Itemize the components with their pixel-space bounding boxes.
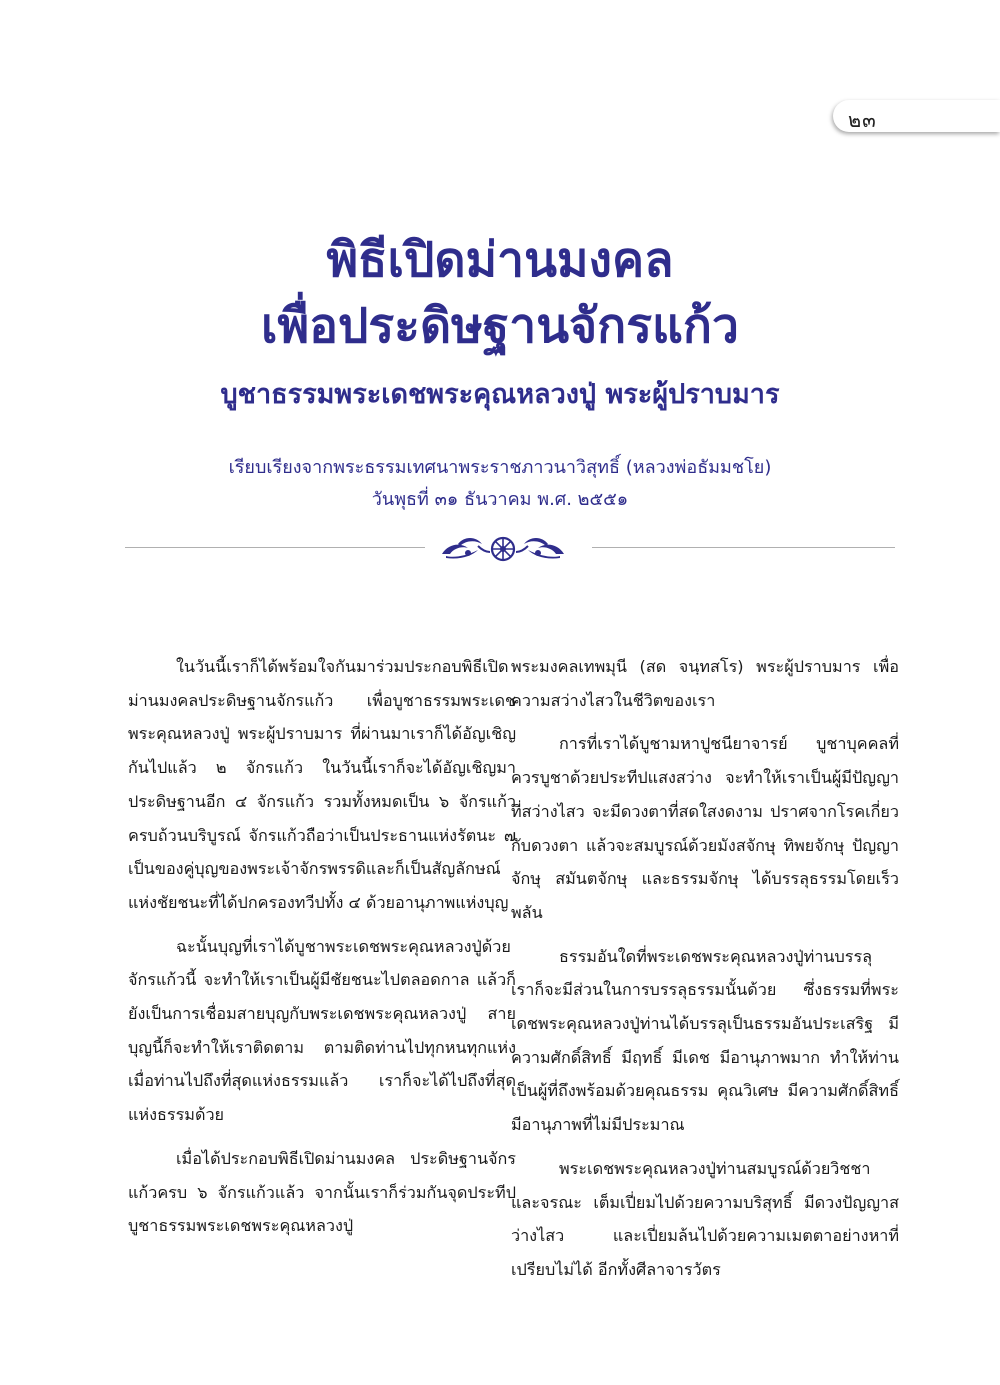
subtitle: บูชาธรรมพระเดชพระคุณหลวงปู่ พระผู้ปราบมาร — [220, 379, 780, 410]
left-paragraph-2: ฉะนั้นบุญที่เราได้บูชาพระเดชพระคุณหลวงปู่ด้วยจักรแก้วนี้ จะทำให้เราเป็นผู้มีชัยชนะไปตลอดกาล แล้วก็ยังเป็นการเชื่อมสายบุญกับพระเดชพระคุณหลวงปู่ สายบุญนี้ก็จะทำให้เราติดตาม ตามติดท่านไปทุกหนทุกแห่ง เมื่อท่านไปถึงที่สุดแห่งธรรมแล้ว เราก็จะได้ไปถึงที่สุดแห่งธรรมด้วย — [128, 936, 516, 1125]
left-paragraph-3: เมื่อได้ประกอบพิธีเปิดม่านมงคล ประดิษฐานจักรแก้วครบ ๖ จักรแก้วแล้ว จากนั้นเราก็ร่วมกันจุดประทีปบูชาธรรมพระเดชพระคุณหลวงปู่ — [128, 1148, 516, 1236]
title-line-2: เพื่อประดิษฐานจักรแก้ว — [261, 298, 739, 354]
page-number: ๒๓ — [848, 108, 877, 132]
right-paragraph-continuation: พระมงคลเทพมุนี (สด จนฺทสโร) พระผู้ปราบมาร เพื่อความสว่างไสวในชีวิตของเรา — [511, 657, 899, 710]
right-column — [511, 650, 899, 1297]
right-paragraph-3: พระเดชพระคุณหลวงปู่ท่านสมบูรณ์ด้วยวิชชาและจรณะ เต็มเปี่ยมไปด้วยความบริสุทธิ์ มีดวงปัญญาสว่างไสว และเปี่ยมล้นไปด้วยความเมตตาอย่างหาที่เปรียบไม่ได้ อีกทั้งศีลาจารวัตร — [511, 1158, 899, 1279]
source-line: เรียบเรียงจากพระธรรมเทศนาพระราชภาวนาวิสุทธิ์ (หลวงพ่อธัมมชโย) — [228, 457, 772, 478]
right-paragraph-2: ธรรมอันใดที่พระเดชพระคุณหลวงปู่ท่านบรรลุ เราก็จะมีส่วนในการบรรลุธรรมนั้นด้วย ซึ่งธรรมที่พระเดชพระคุณหลวงปู่ท่านได้บรรลุเป็นธรรมอันประเสริฐ มีความศักดิ์สิทธิ์ มีฤทธิ์ มีเดช มีอานุภาพมาก ทำให้ท่านเป็นผู้ที่ถึงพร้อมด้วยคุณธรรม คุณวิเศษ มีความศักดิ์สิทธิ์ มีอานุภาพที่ไม่มีประมาณ — [511, 946, 899, 1135]
left-paragraph-1: ในวันนี้เราก็ได้พร้อมใจกันมาร่วมประกอบพิธีเปิดม่านมงคลประดิษฐานจักรแก้ว เพื่อบูชาธรรมพระเดชพระคุณหลวงปู่ พระผู้ปราบมาร ที่ผ่านมาเราก็ได้อัญเชิญกันไปแล้ว ๒ จักรแก้ว ในวันนี้เราก็จะได้อัญเชิญมาประดิษฐานอีก ๔ จักรแก้ว รวมทั้งหมดเป็น ๖ จักรแก้ว ครบถ้วนบริบูรณ์ จักรแก้วถือว่าเป็นประธานแห่งรัตนะ ๗ เป็นของคู่บุญของพระเจ้าจักรพรรดิและก็เป็นสัญลักษณ์แห่งชัยชนะที่ได้ปกครองทวีปทั้ง ๔ ด้วยอานุภาพแห่งบุญ — [128, 657, 516, 912]
right-paragraph-1: การที่เราได้บูชามหาปูชนียาจารย์ บูชาบุคคลที่ควรบูชาด้วยประทีปแสงสว่าง จะทำให้เราเป็นผู้มีปัญญาที่สว่างไสว จะมีดวงตาที่สดใสงดงาม ปราศจากโรคเกี่ยวกับดวงตา แล้วจะสมบูรณ์ด้วยมังสจักษุ ทิพยจักษุ ปัญญาจักษุ สมันตจักษุ และธรรมจักษุ ได้บรรลุธรรมโดยเร็วพลัน — [511, 734, 899, 922]
dharma-wheel-ornament-icon — [438, 530, 568, 564]
date-line: วันพุธที่ ๓๑ ธันวาคม พ.ศ. ๒๕๕๑ — [371, 489, 629, 510]
left-column — [128, 650, 516, 1253]
divider-left — [125, 547, 425, 548]
title-line-1: พิธีเปิดม่านมงคล — [326, 232, 674, 288]
divider-right — [592, 547, 895, 548]
